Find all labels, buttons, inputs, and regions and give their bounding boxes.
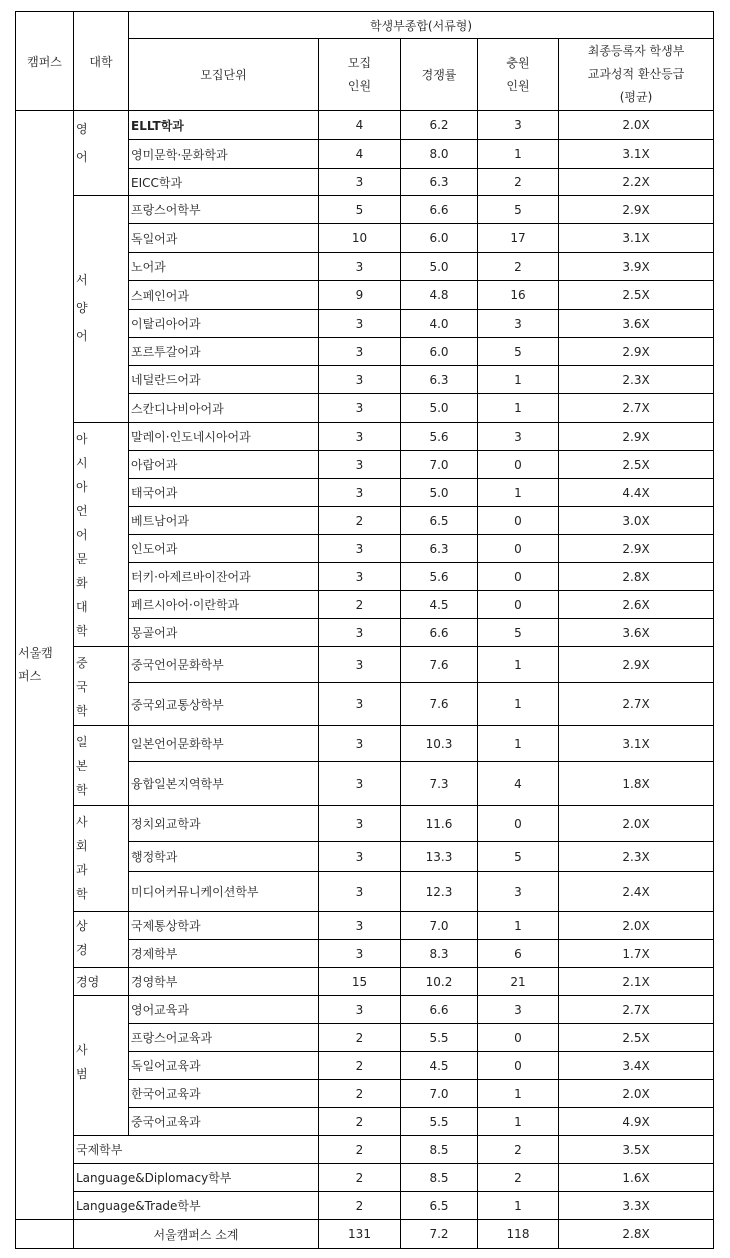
grade-cell: 2.7X <box>559 996 714 1024</box>
extra-cell: 1 <box>478 912 559 940</box>
unit-cell: 국제통상학과 <box>129 912 319 940</box>
extra-cell: 3 <box>478 996 559 1024</box>
quota-cell: 2 <box>319 1192 401 1220</box>
extra-cell: 3 <box>478 310 559 338</box>
quota-cell: 3 <box>319 940 401 968</box>
grade-cell: 4.9X <box>559 1108 714 1136</box>
ratio-cell: 5.0 <box>401 394 478 423</box>
unit-cell: 독일어교육과 <box>129 1052 319 1080</box>
ratio-cell: 4.8 <box>401 281 478 310</box>
ratio-cell: 10.2 <box>401 968 478 996</box>
grade-cell: 2.5X <box>559 1024 714 1052</box>
quota-cell: 3 <box>319 647 401 683</box>
college-asian: 아 시 아 언 어 문 화 대 학 <box>74 423 129 647</box>
grade-cell: 3.6X <box>559 619 714 647</box>
quota-cell: 3 <box>319 423 401 451</box>
quota-cell: 2 <box>319 1052 401 1080</box>
quota-cell: 3 <box>319 310 401 338</box>
ratio-cell: 12.3 <box>401 872 478 912</box>
grade-cell: 2.7X <box>559 394 714 423</box>
ratio-cell: 5.5 <box>401 1108 478 1136</box>
ratio-cell: 7.0 <box>401 912 478 940</box>
ratio-cell: 6.6 <box>401 996 478 1024</box>
college-social-science: 사 회 과 학 <box>74 806 129 912</box>
quota-cell: 15 <box>319 968 401 996</box>
extra-cell: 3 <box>478 872 559 912</box>
unit-cell: Language&Trade학부 <box>74 1192 319 1220</box>
grade-cell: 3.1X <box>559 224 714 253</box>
extra-cell: 1 <box>478 683 559 726</box>
extra-cell: 1 <box>478 1192 559 1220</box>
ratio-cell: 13.3 <box>401 842 478 872</box>
ratio-cell: 6.0 <box>401 224 478 253</box>
quota-cell: 3 <box>319 366 401 394</box>
unit-cell: 스칸디나비아어과 <box>129 394 319 423</box>
extra-cell: 0 <box>478 1052 559 1080</box>
unit-cell: 중국어교육과 <box>129 1108 319 1136</box>
quota-cell: 3 <box>319 563 401 591</box>
header-quota: 모집 인원 <box>319 39 401 111</box>
ratio-cell: 5.5 <box>401 1024 478 1052</box>
extra-cell: 0 <box>478 806 559 842</box>
quota-cell: 3 <box>319 535 401 563</box>
grade-cell: 2.5X <box>559 281 714 310</box>
extra-cell: 1 <box>478 1108 559 1136</box>
extra-cell: 0 <box>478 507 559 535</box>
extra-cell: 3 <box>478 111 559 140</box>
ratio-cell: 5.0 <box>401 479 478 507</box>
campus-label: 서울캠 퍼스 <box>16 111 74 1220</box>
quota-cell: 3 <box>319 169 401 196</box>
quota-cell: 2 <box>319 507 401 535</box>
extra-cell: 2 <box>478 253 559 281</box>
quota-cell: 3 <box>319 394 401 423</box>
college-western: 서 양 어 <box>74 196 129 423</box>
unit-cell: 인도어과 <box>129 535 319 563</box>
unit-cell: ELLT학과 <box>129 111 319 140</box>
college-chinese: 중 국 학 <box>74 647 129 726</box>
ratio-cell: 6.0 <box>401 338 478 366</box>
grade-cell: 3.5X <box>559 1136 714 1164</box>
quota-cell: 2 <box>319 591 401 619</box>
extra-cell: 0 <box>478 563 559 591</box>
unit-cell: 독일어과 <box>129 224 319 253</box>
ratio-cell: 6.3 <box>401 366 478 394</box>
unit-cell: 영미문학·문화학과 <box>129 140 319 169</box>
unit-cell: 국제학부 <box>74 1136 319 1164</box>
subtotal-extra: 118 <box>478 1220 559 1249</box>
extra-cell: 0 <box>478 591 559 619</box>
extra-cell: 0 <box>478 535 559 563</box>
quota-cell: 3 <box>319 872 401 912</box>
quota-cell: 4 <box>319 140 401 169</box>
ratio-cell: 8.5 <box>401 1164 478 1192</box>
ratio-cell: 4.5 <box>401 1052 478 1080</box>
ratio-cell: 7.6 <box>401 683 478 726</box>
grade-cell: 2.3X <box>559 842 714 872</box>
grade-cell: 2.1X <box>559 968 714 996</box>
grade-cell: 2.8X <box>559 563 714 591</box>
grade-cell: 2.6X <box>559 591 714 619</box>
extra-cell: 5 <box>478 619 559 647</box>
quota-cell: 3 <box>319 451 401 479</box>
unit-cell: 중국언어문화학부 <box>129 647 319 683</box>
unit-cell: EICC학과 <box>129 169 319 196</box>
quota-cell: 2 <box>319 1080 401 1108</box>
header-admission-type: 학생부종합(서류형) <box>129 12 714 39</box>
unit-cell: 베트남어과 <box>129 507 319 535</box>
unit-cell: 스페인어과 <box>129 281 319 310</box>
quota-cell: 3 <box>319 338 401 366</box>
ratio-cell: 4.0 <box>401 310 478 338</box>
quota-cell: 2 <box>319 1136 401 1164</box>
unit-cell: Language&Diplomacy학부 <box>74 1164 319 1192</box>
unit-cell: 이탈리아어과 <box>129 310 319 338</box>
header-ratio: 경쟁률 <box>401 39 478 111</box>
unit-cell: 노어과 <box>129 253 319 281</box>
college-education: 사 범 <box>74 996 129 1136</box>
extra-cell: 1 <box>478 140 559 169</box>
quota-cell: 3 <box>319 619 401 647</box>
unit-cell: 일본언어문화학부 <box>129 726 319 762</box>
extra-cell: 2 <box>478 169 559 196</box>
extra-cell: 5 <box>478 842 559 872</box>
unit-cell: 태국어과 <box>129 479 319 507</box>
grade-cell: 1.6X <box>559 1164 714 1192</box>
quota-cell: 9 <box>319 281 401 310</box>
header-campus: 캠퍼스 <box>16 12 74 111</box>
unit-cell: 영어교육과 <box>129 996 319 1024</box>
subtotal-quota: 131 <box>319 1220 401 1249</box>
unit-cell: 경영학부 <box>129 968 319 996</box>
subtotal-ratio: 7.2 <box>401 1220 478 1249</box>
ratio-cell: 6.6 <box>401 196 478 224</box>
grade-cell: 2.3X <box>559 366 714 394</box>
quota-cell: 3 <box>319 996 401 1024</box>
unit-cell: 아랍어과 <box>129 451 319 479</box>
extra-cell: 0 <box>478 1024 559 1052</box>
unit-cell: 프랑스어교육과 <box>129 1024 319 1052</box>
ratio-cell: 6.3 <box>401 535 478 563</box>
quota-cell: 10 <box>319 224 401 253</box>
ratio-cell: 8.0 <box>401 140 478 169</box>
extra-cell: 1 <box>478 366 559 394</box>
unit-cell: 행정학과 <box>129 842 319 872</box>
extra-cell: 5 <box>478 338 559 366</box>
grade-cell: 2.9X <box>559 423 714 451</box>
ratio-cell: 7.6 <box>401 647 478 683</box>
quota-cell: 3 <box>319 762 401 806</box>
grade-cell: 3.6X <box>559 310 714 338</box>
grade-cell: 2.2X <box>559 169 714 196</box>
grade-cell: 2.0X <box>559 912 714 940</box>
admission-results-table <box>15 11 714 1249</box>
grade-cell: 3.4X <box>559 1052 714 1080</box>
header-grade: 최종등록자 학생부 교과성적 환산등급 (평균) <box>559 39 714 111</box>
ratio-cell: 6.6 <box>401 619 478 647</box>
quota-cell: 3 <box>319 683 401 726</box>
college-commerce: 상 경 <box>74 912 129 968</box>
quota-cell: 3 <box>319 912 401 940</box>
unit-cell: 페르시아어·이란학과 <box>129 591 319 619</box>
unit-cell: 정치외교학과 <box>129 806 319 842</box>
extra-cell: 5 <box>478 196 559 224</box>
ratio-cell: 4.5 <box>401 591 478 619</box>
header-college: 대학 <box>74 12 129 111</box>
grade-cell: 2.0X <box>559 1080 714 1108</box>
grade-cell: 2.4X <box>559 872 714 912</box>
ratio-cell: 8.5 <box>401 1136 478 1164</box>
extra-cell: 1 <box>478 479 559 507</box>
extra-cell: 2 <box>478 1164 559 1192</box>
grade-cell: 2.9X <box>559 647 714 683</box>
extra-cell: 1 <box>478 1080 559 1108</box>
grade-cell: 4.4X <box>559 479 714 507</box>
grade-cell: 3.0X <box>559 507 714 535</box>
quota-cell: 3 <box>319 806 401 842</box>
subtotal-grade: 2.8X <box>559 1220 714 1249</box>
unit-cell: 중국외교통상학부 <box>129 683 319 726</box>
college-business: 경영 <box>74 968 129 996</box>
grade-cell: 3.3X <box>559 1192 714 1220</box>
ratio-cell: 6.3 <box>401 169 478 196</box>
grade-cell: 1.7X <box>559 940 714 968</box>
ratio-cell: 6.5 <box>401 1192 478 1220</box>
ratio-cell: 6.5 <box>401 507 478 535</box>
quota-cell: 3 <box>319 726 401 762</box>
quota-cell: 4 <box>319 111 401 140</box>
grade-cell: 2.9X <box>559 338 714 366</box>
quota-cell: 2 <box>319 1024 401 1052</box>
quota-cell: 2 <box>319 1108 401 1136</box>
extra-cell: 16 <box>478 281 559 310</box>
unit-cell: 터키·아제르바이잔어과 <box>129 563 319 591</box>
unit-cell: 한국어교육과 <box>129 1080 319 1108</box>
grade-cell: 2.9X <box>559 535 714 563</box>
grade-cell: 1.8X <box>559 762 714 806</box>
grade-cell: 2.0X <box>559 111 714 140</box>
extra-cell: 2 <box>478 1136 559 1164</box>
grade-cell: 3.1X <box>559 726 714 762</box>
ratio-cell: 7.0 <box>401 1080 478 1108</box>
grade-cell: 2.0X <box>559 806 714 842</box>
ratio-cell: 10.3 <box>401 726 478 762</box>
ratio-cell: 5.0 <box>401 253 478 281</box>
college-english: 영 어 <box>74 111 129 196</box>
unit-cell: 프랑스어학부 <box>129 196 319 224</box>
ratio-cell: 5.6 <box>401 423 478 451</box>
extra-cell: 6 <box>478 940 559 968</box>
header-extra: 충원 인원 <box>478 39 559 111</box>
quota-cell: 2 <box>319 1164 401 1192</box>
ratio-cell: 5.6 <box>401 563 478 591</box>
unit-cell: 말레이·인도네시아어과 <box>129 423 319 451</box>
subtotal-blank <box>16 1220 74 1249</box>
ratio-cell: 11.6 <box>401 806 478 842</box>
quota-cell: 5 <box>319 196 401 224</box>
ratio-cell: 6.2 <box>401 111 478 140</box>
extra-cell: 1 <box>478 647 559 683</box>
extra-cell: 3 <box>478 423 559 451</box>
grade-cell: 2.9X <box>559 196 714 224</box>
extra-cell: 17 <box>478 224 559 253</box>
extra-cell: 4 <box>478 762 559 806</box>
unit-cell: 융합일본지역학부 <box>129 762 319 806</box>
unit-cell: 미디어커뮤니케이션학부 <box>129 872 319 912</box>
unit-cell: 네덜란드어과 <box>129 366 319 394</box>
ratio-cell: 7.0 <box>401 451 478 479</box>
ratio-cell: 7.3 <box>401 762 478 806</box>
grade-cell: 3.1X <box>559 140 714 169</box>
ratio-cell: 8.3 <box>401 940 478 968</box>
subtotal-label: 서울캠퍼스 소계 <box>74 1220 319 1249</box>
quota-cell: 3 <box>319 479 401 507</box>
grade-cell: 3.9X <box>559 253 714 281</box>
grade-cell: 2.7X <box>559 683 714 726</box>
unit-cell: 포르투갈어과 <box>129 338 319 366</box>
extra-cell: 1 <box>478 726 559 762</box>
unit-cell: 몽골어과 <box>129 619 319 647</box>
college-japanese: 일 본 학 <box>74 726 129 806</box>
quota-cell: 3 <box>319 842 401 872</box>
extra-cell: 0 <box>478 451 559 479</box>
unit-cell: 경제학부 <box>129 940 319 968</box>
grade-cell: 2.5X <box>559 451 714 479</box>
extra-cell: 21 <box>478 968 559 996</box>
header-unit: 모집단위 <box>129 39 319 111</box>
quota-cell: 3 <box>319 253 401 281</box>
extra-cell: 1 <box>478 394 559 423</box>
